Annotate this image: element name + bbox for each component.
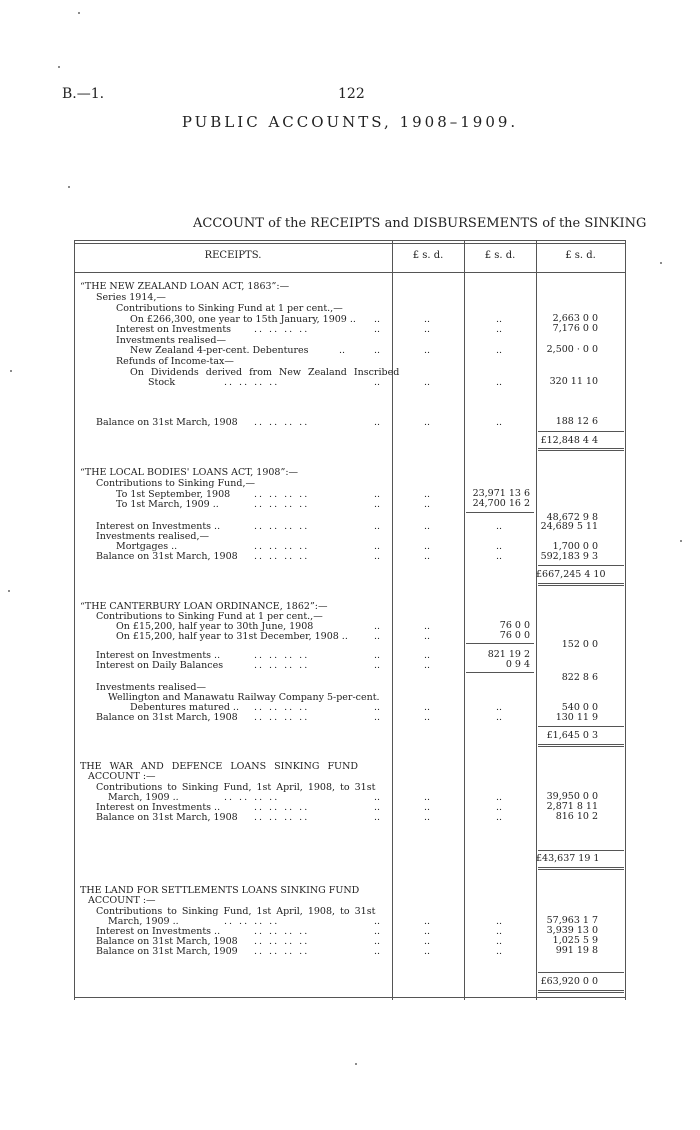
page-title: PUBLIC ACCOUNTS, 1908–1909. xyxy=(181,113,519,131)
col2-dots: .. xyxy=(496,712,503,723)
col1-dots: .. xyxy=(424,631,431,642)
leader-dots: .. xyxy=(374,417,381,428)
canterbury-inv-realised: Investments realised— xyxy=(96,682,206,693)
col1-dots: .. xyxy=(424,936,431,947)
war-contrib-cont: March, 1909 .. xyxy=(108,792,179,803)
col1-dots: .. xyxy=(424,621,431,632)
land-balance-1909-total: 991 19 8 xyxy=(555,945,598,956)
col2-dots: .. xyxy=(496,936,503,947)
nz-refunds: Refunds of Income-tax— xyxy=(116,356,234,367)
canterbury-dec-value: 76 0 0 xyxy=(499,630,530,641)
leader-dots: .. xyxy=(374,946,381,957)
leader-dots: .. xyxy=(374,660,381,671)
leader-dots: .. xyxy=(374,792,381,803)
nz-grand-total: £12,848 4 4 xyxy=(540,435,598,446)
local-mortgages: Mortgages .. xyxy=(116,541,178,552)
col1-dots: .. xyxy=(424,916,431,927)
leader-dots: .. xyxy=(374,541,381,552)
col1-dots: .. xyxy=(424,802,431,813)
col1-dots: .. xyxy=(424,377,431,388)
leader-dots: .. .. .. .. xyxy=(254,712,310,723)
leader-dots: .. xyxy=(374,551,381,562)
canterbury-interest-value: 821 19 2 xyxy=(487,649,530,660)
war-heading: THE WAR AND DEFENCE LOANS SINKING FUND xyxy=(80,761,358,772)
col1-dots: .. xyxy=(424,314,431,325)
scan-speck xyxy=(68,186,70,188)
canterbury-dec: On £15,200, half year to 31st December, 1908 .. xyxy=(116,631,348,642)
local-contrib: Contributions to Sinking Fund,— xyxy=(96,478,255,489)
leader-dots: .. xyxy=(374,324,381,335)
leader-dots: .. .. .. .. xyxy=(254,812,310,823)
land-balance-1908-total: 1,025 5 9 xyxy=(552,935,598,946)
col2-rule xyxy=(464,240,465,1000)
leader-dots: .. .. .. .. xyxy=(254,499,310,510)
col1-dots: .. xyxy=(424,417,431,428)
war-contrib-total: 39,950 0 0 xyxy=(546,791,598,802)
scan-speck xyxy=(10,370,12,372)
leader-dots: .. xyxy=(374,314,381,325)
war-interest: Interest on Investments .. xyxy=(96,802,221,813)
nz-on-amount-total: 2,663 0 0 xyxy=(552,313,598,324)
col1-rule xyxy=(392,240,393,1000)
col2-dots: .. xyxy=(496,314,503,325)
col2-dots: .. xyxy=(496,802,503,813)
leader-dots: .. xyxy=(374,631,381,642)
local-inv-realised: Investments realised,— xyxy=(96,531,210,542)
leader-dots: .. .. .. .. xyxy=(254,650,310,661)
col1-header: £ s. d. xyxy=(412,250,444,261)
local-balance: Balance on 31st March, 1908 xyxy=(96,551,238,562)
leader-dots: .. .. .. .. xyxy=(254,702,310,713)
total-double-rule xyxy=(538,990,624,993)
canterbury-balance: Balance on 31st March, 1908 xyxy=(96,712,238,723)
nz-balance-total: 188 12 6 xyxy=(555,416,598,427)
canterbury-interest: Interest on Investments .. xyxy=(96,650,221,661)
canterbury-heading: “THE CANTERBURY LOAN ORDINANCE, 1862”:— xyxy=(80,601,328,612)
col2-dots: .. xyxy=(496,916,503,927)
col2-dots: .. xyxy=(496,702,503,713)
leader-dots: .. xyxy=(374,650,381,661)
total-double-rule xyxy=(538,744,624,747)
canterbury-daily-value: 0 9 4 xyxy=(505,659,530,670)
local-interest-total: 24,689 5 11 xyxy=(540,521,598,532)
scan-speck xyxy=(78,12,80,14)
col2-dots: .. xyxy=(496,926,503,937)
canterbury-grand-total: £1,645 0 3 xyxy=(546,730,598,741)
col1-dots: .. xyxy=(424,792,431,803)
land-balance-1908: Balance on 31st March, 1908 xyxy=(96,936,238,947)
leader-dots: .. .. .. .. xyxy=(224,916,280,927)
col1-dots: .. xyxy=(424,489,431,500)
table-right-rule xyxy=(625,240,626,1000)
nz-inv-realised: Investments realised— xyxy=(116,335,226,346)
local-sept-value: 23,971 13 6 xyxy=(472,488,530,499)
local-march-value: 24,700 16 2 xyxy=(472,498,530,509)
nz-interest-total: 7,176 0 0 xyxy=(552,323,598,334)
war-heading-cont: ACCOUNT :— xyxy=(88,771,156,782)
canterbury-june-value: 76 0 0 xyxy=(499,620,530,631)
col1-dots: .. xyxy=(424,926,431,937)
leader-dots: .. .. .. .. xyxy=(254,324,310,335)
leader-dots: .. .. .. .. xyxy=(254,417,310,428)
nz-contrib: Contributions to Sinking Fund at 1 per cent.,— xyxy=(116,303,343,314)
leader-dots: .. xyxy=(374,521,381,532)
scan-speck xyxy=(8,590,10,592)
nz-balance: Balance on 31st March, 1908 xyxy=(96,417,238,428)
header-rule xyxy=(74,272,626,273)
total-rule xyxy=(538,972,624,973)
war-interest-total: 2,871 8 11 xyxy=(546,801,598,812)
col1-dots: .. xyxy=(424,324,431,335)
leader-dots: .. xyxy=(339,345,346,356)
table-top-rule xyxy=(74,240,626,241)
col1-dots: .. xyxy=(424,521,431,532)
nz-dividends: On Dividends derived from New Zealand Inscribed xyxy=(130,367,400,378)
land-balance-1909: Balance on 31st March, 1909 xyxy=(96,946,238,957)
nz-interest: Interest on Investments xyxy=(116,324,232,335)
canterbury-contrib: Contributions to Sinking Fund at 1 per cent.,— xyxy=(96,611,323,622)
leader-dots: .. xyxy=(374,916,381,927)
local-mortgages-total: 1,700 0 0 xyxy=(552,541,598,552)
canterbury-balance-total: 130 11 9 xyxy=(555,712,598,723)
col1-dots: .. xyxy=(424,650,431,661)
col2-dots: .. xyxy=(496,812,503,823)
leader-dots: .. .. .. .. xyxy=(254,541,310,552)
leader-dots: .. .. .. .. xyxy=(254,521,310,532)
col2-dots: .. xyxy=(496,324,503,335)
leader-dots: .. xyxy=(374,812,381,823)
nz-debentures-total: 2,500 · 0 0 xyxy=(546,344,598,355)
canterbury-contrib-total: 152 0 0 xyxy=(561,639,598,650)
local-march: To 1st March, 1909 .. xyxy=(116,499,219,510)
col2-dots: .. xyxy=(496,551,503,562)
land-heading: THE LAND FOR SETTLEMENTS LOANS SINKING FUND xyxy=(80,885,360,896)
scan-speck xyxy=(58,66,60,68)
col1-dots: .. xyxy=(424,712,431,723)
land-contrib: Contributions to Sinking Fund, 1st April, 1908, to 31st xyxy=(96,906,376,917)
land-interest: Interest on Investments .. xyxy=(96,926,221,937)
scan-speck xyxy=(660,262,662,264)
nz-debentures: New Zealand 4-per-cent. Debentures xyxy=(130,345,309,356)
col2-dots: .. xyxy=(496,541,503,552)
col1-dots: .. xyxy=(424,812,431,823)
scan-speck xyxy=(355,1063,357,1065)
col1-dots: .. xyxy=(424,660,431,671)
leader-dots: .. .. .. .. xyxy=(254,660,310,671)
local-balance-total: 592,183 9 3 xyxy=(540,551,598,562)
col2-dots: .. xyxy=(496,345,503,356)
account-title: ACCOUNT of the RECEIPTS and DISBURSEMENTS of the SINKING xyxy=(193,216,647,231)
subtotal-rule xyxy=(466,672,534,673)
nz-stock: Stock xyxy=(148,377,176,388)
table-bottom-rule xyxy=(74,997,626,998)
leader-dots: .. xyxy=(374,702,381,713)
leader-dots: .. xyxy=(374,345,381,356)
page-number: 122 xyxy=(338,86,365,102)
nz-act-heading: “THE NEW ZEALAND LOAN ACT, 1863”:— xyxy=(80,281,290,292)
land-contrib-cont: March, 1909 .. xyxy=(108,916,179,927)
col2-dots: .. xyxy=(496,417,503,428)
leader-dots: .. .. .. .. xyxy=(224,792,280,803)
col1-dots: .. xyxy=(424,345,431,356)
leader-dots: .. .. .. .. xyxy=(254,551,310,562)
leader-dots: .. xyxy=(374,489,381,500)
war-contrib: Contributions to Sinking Fund, 1st April, 1908, to 31st xyxy=(96,782,376,793)
table-top-rule-inner xyxy=(74,243,626,244)
nz-series: Series 1914,— xyxy=(96,292,166,303)
col3-header: £ s. d. xyxy=(565,250,596,261)
total-double-rule xyxy=(538,867,624,870)
leader-dots: .. xyxy=(374,499,381,510)
local-contrib-total: 48,672 9 8 xyxy=(546,512,598,523)
canterbury-matured-total: 540 0 0 xyxy=(561,702,598,713)
scan-speck xyxy=(680,540,682,542)
leader-dots: .. xyxy=(374,712,381,723)
canterbury-daily: Interest on Daily Balances xyxy=(96,660,224,671)
total-rule xyxy=(538,850,624,851)
local-act-heading: “THE LOCAL BODIES' LOANS ACT, 1908”:— xyxy=(80,467,299,478)
land-contrib-total: 57,963 1 7 xyxy=(546,915,598,926)
col2-dots: .. xyxy=(496,946,503,957)
total-rule xyxy=(538,726,624,727)
land-interest-total: 3,939 13 0 xyxy=(546,925,598,936)
land-grand-total: £63,920 0 0 xyxy=(540,976,598,987)
leader-dots: .. .. .. .. xyxy=(254,489,310,500)
canterbury-interest-total: 822 8 6 xyxy=(561,672,598,683)
nz-on-amount: On £266,300, one year to 15th January, 1909 .. xyxy=(130,314,356,325)
col1-dots: .. xyxy=(424,499,431,510)
col1-dots: .. xyxy=(424,541,431,552)
receipts-table xyxy=(74,240,626,1000)
leader-dots: .. xyxy=(374,926,381,937)
col1-dots: .. xyxy=(424,551,431,562)
canterbury-railway: Wellington and Manawatu Railway Company 5-per-cent. xyxy=(108,692,380,703)
subtotal-rule xyxy=(466,643,534,644)
leader-dots: .. xyxy=(374,802,381,813)
leader-dots: .. .. .. .. xyxy=(224,377,280,388)
local-sept: To 1st September, 1908 xyxy=(116,489,231,500)
document-reference: B.—1. xyxy=(62,86,105,102)
col2-dots: .. xyxy=(496,521,503,532)
col2-dots: .. xyxy=(496,377,503,388)
col2-header: £ s. d. xyxy=(484,250,516,261)
local-interest: Interest on Investments .. xyxy=(96,521,221,532)
col1-dots: .. xyxy=(424,946,431,957)
total-rule xyxy=(538,565,624,566)
leader-dots: .. xyxy=(374,936,381,947)
total-double-rule xyxy=(538,448,624,451)
subtotal-rule xyxy=(466,512,534,513)
total-rule xyxy=(538,431,624,432)
land-heading-cont: ACCOUNT :— xyxy=(88,895,156,906)
canterbury-matured: Debentures matured .. xyxy=(130,702,239,713)
leader-dots: .. .. .. .. xyxy=(254,946,310,957)
leader-dots: .. xyxy=(374,377,381,388)
total-double-rule xyxy=(538,583,624,586)
local-grand-total: £667,245 4 10 xyxy=(536,569,606,580)
war-grand-total: £43,637 19 1 xyxy=(536,853,600,864)
war-balance-total: 816 10 2 xyxy=(555,811,598,822)
col1-dots: .. xyxy=(424,702,431,713)
receipts-header: RECEIPTS. xyxy=(204,250,262,261)
nz-stock-total: 320 11 10 xyxy=(549,376,598,387)
table-left-rule xyxy=(74,240,75,1000)
col2-dots: .. xyxy=(496,792,503,803)
leader-dots: .. xyxy=(374,621,381,632)
leader-dots: .. .. .. .. xyxy=(254,926,310,937)
leader-dots: .. .. .. .. xyxy=(254,802,310,813)
canterbury-june: On £15,200, half year to 30th June, 1908 xyxy=(116,621,314,632)
leader-dots: .. .. .. .. xyxy=(254,936,310,947)
war-balance: Balance on 31st March, 1908 xyxy=(96,812,238,823)
